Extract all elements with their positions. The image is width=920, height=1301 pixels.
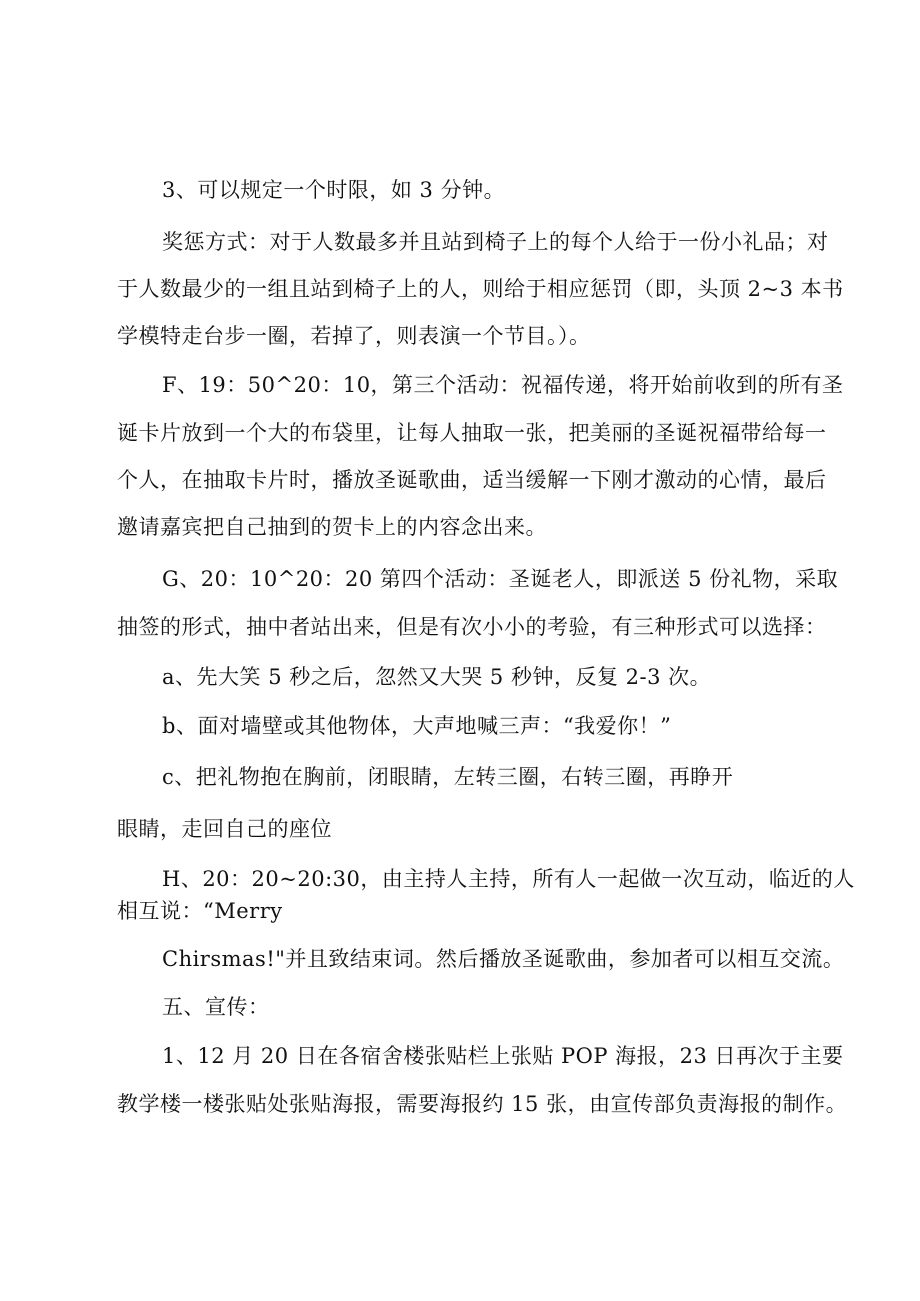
paragraph-line: 相互说：“Merry (117, 899, 283, 923)
paragraph-line: 抽签的形式，抽中者站出来，但是有次小小的考验，有三种形式可以选择： (117, 615, 827, 639)
paragraph-line: 奖惩方式：对于人数最多并且站到椅子上的每个人给于一份小礼品；对 (162, 230, 829, 254)
paragraph-line: c、把礼物抱在胸前，闭眼睛，左转三圈，右转三圈，再睁开 (162, 765, 734, 789)
paragraph-line: Chirsmas!"并且致结束词。然后播放圣诞歌曲，参加者可以相互交流。 (162, 947, 845, 971)
paragraph-line: a、先大笑 5 秒之后，忽然又大哭 5 秒钟，反复 2-3 次。 (162, 665, 712, 689)
paragraph-line: 教学楼一楼张贴处张贴海报，需要海报约 15 张，由宣传部负责海报的制作。 (117, 1092, 848, 1116)
section-heading: 五、宣传： (162, 995, 270, 1019)
paragraph-line: F、19：50^20：10，第三个活动：祝福传递，将开始前收到的所有圣 (162, 373, 844, 397)
paragraph-line: 学模特走台步一圈，若掉了，则表演一个节目。）。 (117, 324, 591, 348)
paragraph-line: G、20：10^20：20 第四个活动：圣诞老人，即派送 5 份礼物，采取 (162, 567, 839, 591)
paragraph-line: 于人数最少的一组且站到椅子上的人，则给于相应惩罚（即，头顶 2~3 本书 (117, 277, 844, 301)
paragraph-line: 1、12 月 20 日在各宿舍楼张贴栏上张贴 POP 海报，23 日再次于主要 (162, 1044, 844, 1068)
paragraph-line: 邀请嘉宾把自己抽到的贺卡上的内容念出来。 (117, 515, 547, 539)
paragraph-line: H、20：20~20:30，由主持人主持，所有人一起做一次互动，临近的人 (162, 867, 855, 891)
paragraph-line: 个人，在抽取卡片时，播放圣诞歌曲，适当缓解一下刚才激动的心情，最后 (117, 468, 827, 492)
paragraph-line: 3、可以规定一个时限，如 3 分钟。 (162, 178, 506, 202)
paragraph-line: 诞卡片放到一个大的布袋里，让每人抽取一张，把美丽的圣诞祝福带给每一 (117, 421, 827, 445)
paragraph-line: b、面对墙壁或其他物体，大声地喊三声：“我爱你！” (162, 714, 672, 738)
paragraph-line: 眼睛，走回自己的座位 (117, 817, 332, 841)
